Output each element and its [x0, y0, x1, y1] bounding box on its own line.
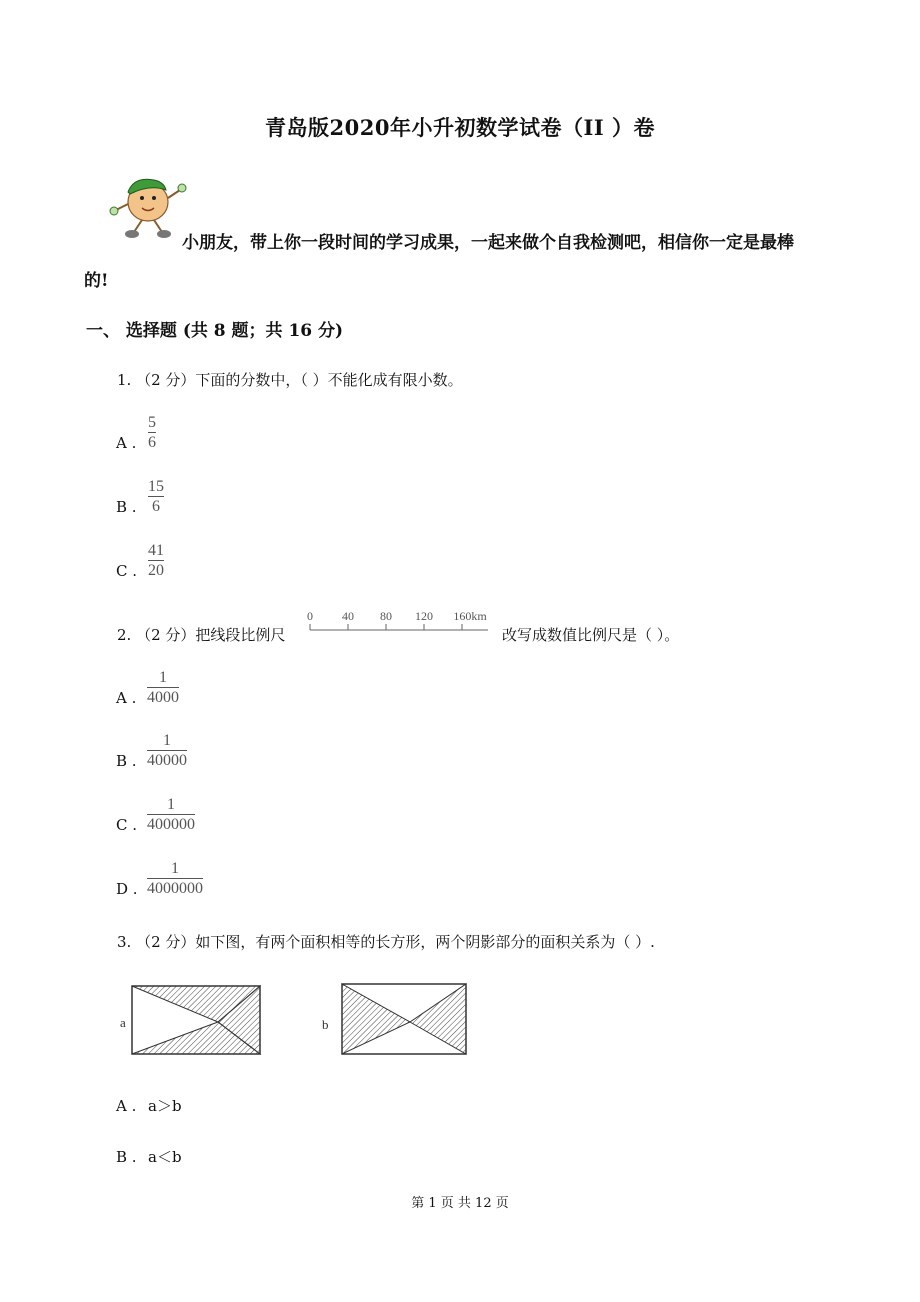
option-value: a＜b — [148, 1148, 182, 1166]
option-label: A . — [116, 1097, 137, 1115]
ruler-label-160km: 160km — [453, 609, 487, 623]
fraction — [147, 669, 179, 706]
question-2-text-after: 改写成数值比例尺是（ ）。 — [502, 626, 680, 644]
fraction-bar — [148, 560, 164, 561]
option-label: B . — [116, 1148, 137, 1166]
option-label: C . — [116, 816, 138, 834]
option-label: B . — [116, 752, 137, 770]
fraction-numerator: 1 — [171, 860, 179, 877]
fraction — [148, 414, 156, 451]
fraction-denominator: 6 — [152, 498, 160, 515]
rectangle-figure-b — [318, 982, 470, 1058]
question-1-option-b[interactable] — [116, 498, 148, 516]
mascot-illustration — [104, 172, 190, 240]
fraction — [147, 860, 203, 897]
fraction — [147, 732, 187, 769]
section-heading: 一、 选择题 (共 8 题；共 16 分) — [86, 321, 344, 341]
ruler-label-40: 40 — [342, 609, 354, 623]
option-value: a＞b — [148, 1097, 182, 1115]
question-2-option-d[interactable] — [116, 880, 148, 898]
fraction-numerator: 5 — [148, 414, 156, 431]
fraction-denominator: 400000 — [147, 816, 195, 833]
question-2-option-c[interactable] — [116, 816, 148, 834]
question-1-text: 1. （2 分）下面的分数中，（ ）不能化成有限小数。 — [117, 371, 463, 389]
option-label: C . — [116, 562, 138, 580]
fraction-bar — [148, 432, 156, 433]
fraction-denominator: 6 — [148, 434, 156, 451]
question-3-option-a[interactable] — [116, 1095, 182, 1116]
intro-text-line1: 小朋友，带上你一段时间的学习成果，一起来做个自我检测吧，相信你一定是最棒 — [182, 233, 794, 253]
fraction — [148, 542, 164, 579]
option-label: B . — [116, 498, 137, 516]
fraction-numerator: 41 — [148, 542, 164, 559]
ruler-label-0: 0 — [307, 609, 313, 623]
fraction-numerator: 1 — [163, 732, 171, 749]
intro-text-line2: 的! — [84, 271, 109, 291]
fraction-denominator: 4000000 — [147, 880, 203, 897]
question-3-option-b[interactable] — [116, 1146, 182, 1167]
ruler-label-120: 120 — [415, 609, 433, 623]
fraction-bar — [147, 814, 195, 815]
fraction-numerator: 15 — [148, 478, 164, 495]
fraction-denominator: 20 — [148, 562, 164, 579]
rectangle-figure-a — [118, 982, 268, 1058]
figure-label-b: b — [322, 1017, 329, 1032]
question-2-option-b[interactable] — [116, 752, 148, 770]
option-label: D . — [116, 880, 138, 898]
fraction — [147, 796, 195, 833]
option-label: A . — [116, 434, 137, 452]
option-label: A . — [116, 689, 137, 707]
fraction-denominator: 40000 — [147, 752, 187, 769]
figure-label-a: a — [120, 1015, 126, 1030]
fraction-bar — [147, 687, 179, 688]
fraction-bar — [147, 750, 187, 751]
fraction-bar — [147, 878, 203, 879]
question-1-option-c[interactable] — [116, 562, 148, 580]
question-2-text-before: 2. （2 分）把线段比例尺 — [117, 626, 286, 644]
page-title: 青岛版2020年小升初数学试卷（II ）卷 — [265, 115, 655, 140]
line-scale-ruler — [298, 608, 498, 636]
fraction-denominator: 4000 — [147, 689, 179, 706]
fraction — [148, 478, 164, 515]
ruler-label-80: 80 — [380, 609, 392, 623]
page-footer: 第 1 页 共 12 页 — [411, 1196, 509, 1211]
question-2-option-a[interactable] — [116, 689, 148, 707]
fraction-numerator: 1 — [167, 796, 175, 813]
fraction-numerator: 1 — [159, 669, 167, 686]
question-1-option-a[interactable] — [116, 434, 148, 452]
fraction-bar — [148, 496, 164, 497]
question-3-text: 3. （2 分）如下图，有两个面积相等的长方形，两个阴影部分的面积关系为（ ）. — [117, 933, 655, 951]
